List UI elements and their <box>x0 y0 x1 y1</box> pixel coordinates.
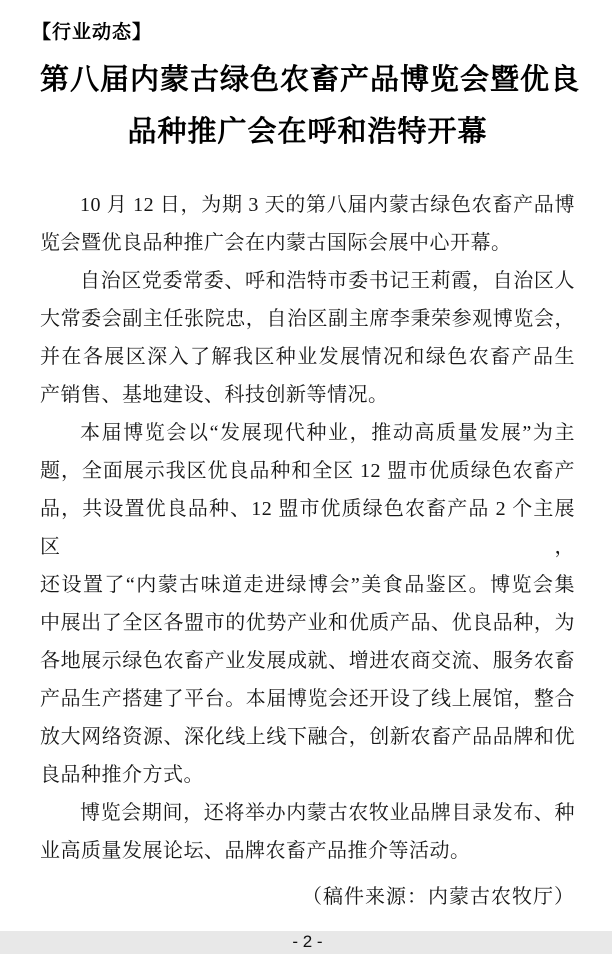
paragraph-line: 品，共设置优良品种、12 盟市优质绿色农畜产品 2 个主展区， <box>40 498 575 558</box>
paragraph-line: 博览会期间，还将举办内蒙古农牧业品牌目录发布、种 <box>80 802 575 824</box>
paragraph-line: 产销售、基地建设、科技创新等情况。 <box>40 384 389 406</box>
article-title <box>40 54 581 158</box>
paragraph-line: 中展出了全区各盟市的优势产业和优质产品、优良品种，为 <box>40 612 575 634</box>
page-number: - 2 - <box>292 932 323 951</box>
paragraph-line: 各地展示绿色农畜产业发展成就、增进农商交流、服务农畜 <box>40 650 575 672</box>
paragraph-line: 览会暨优良品种推广会在内蒙古国际会展中心开幕。 <box>40 232 512 254</box>
paragraph-line: 本届博览会以“发展现代种业，推动高质量发展”为主 <box>80 422 575 444</box>
paragraph-line: 还设置了“内蒙古味道走进绿博会”美食品鉴区。博览会集 <box>40 574 575 596</box>
paragraph-line: 自治区党委常委、呼和浩特市委书记王莉霞，自治区人 <box>80 270 575 292</box>
article-title-line: 第八届内蒙古绿色农畜产品博览会暨优良 <box>40 64 581 96</box>
source-attribution: （稿件来源：内蒙古农牧厅） <box>302 886 575 908</box>
paragraph <box>40 262 575 414</box>
paragraph-line: 10 月 12 日，为期 3 天的第八届内蒙古绿色农畜产品博 <box>80 194 575 216</box>
paragraph-line: 业高质量发展论坛、品牌农畜产品推介等活动。 <box>40 840 471 862</box>
article-body <box>40 186 575 870</box>
paragraph <box>40 794 575 870</box>
paragraph-line: 良品种推介方式。 <box>40 764 204 786</box>
paragraph-line: 产品生产搭建了平台。本届博览会还开设了线上展馆，整合 <box>40 688 575 710</box>
section-tag: 【行业动态】 <box>32 22 153 43</box>
paragraph <box>40 186 575 262</box>
paragraph-line: 并在各展区深入了解我区种业发展情况和绿色农畜产品生 <box>40 346 575 368</box>
paragraph-line: 大常委会副主任张院忠，自治区副主席李秉荣参观博览会， <box>40 308 575 330</box>
paragraph-line: 题，全面展示我区优良品种和全区 12 盟市优质绿色农畜产 <box>40 460 575 482</box>
paragraph-line: 放大网络资源、深化线上线下融合，创新农畜产品品牌和优 <box>40 726 575 748</box>
article-title-line: 品种推广会在呼和浩特开幕 <box>127 116 488 148</box>
paragraph <box>40 414 575 794</box>
